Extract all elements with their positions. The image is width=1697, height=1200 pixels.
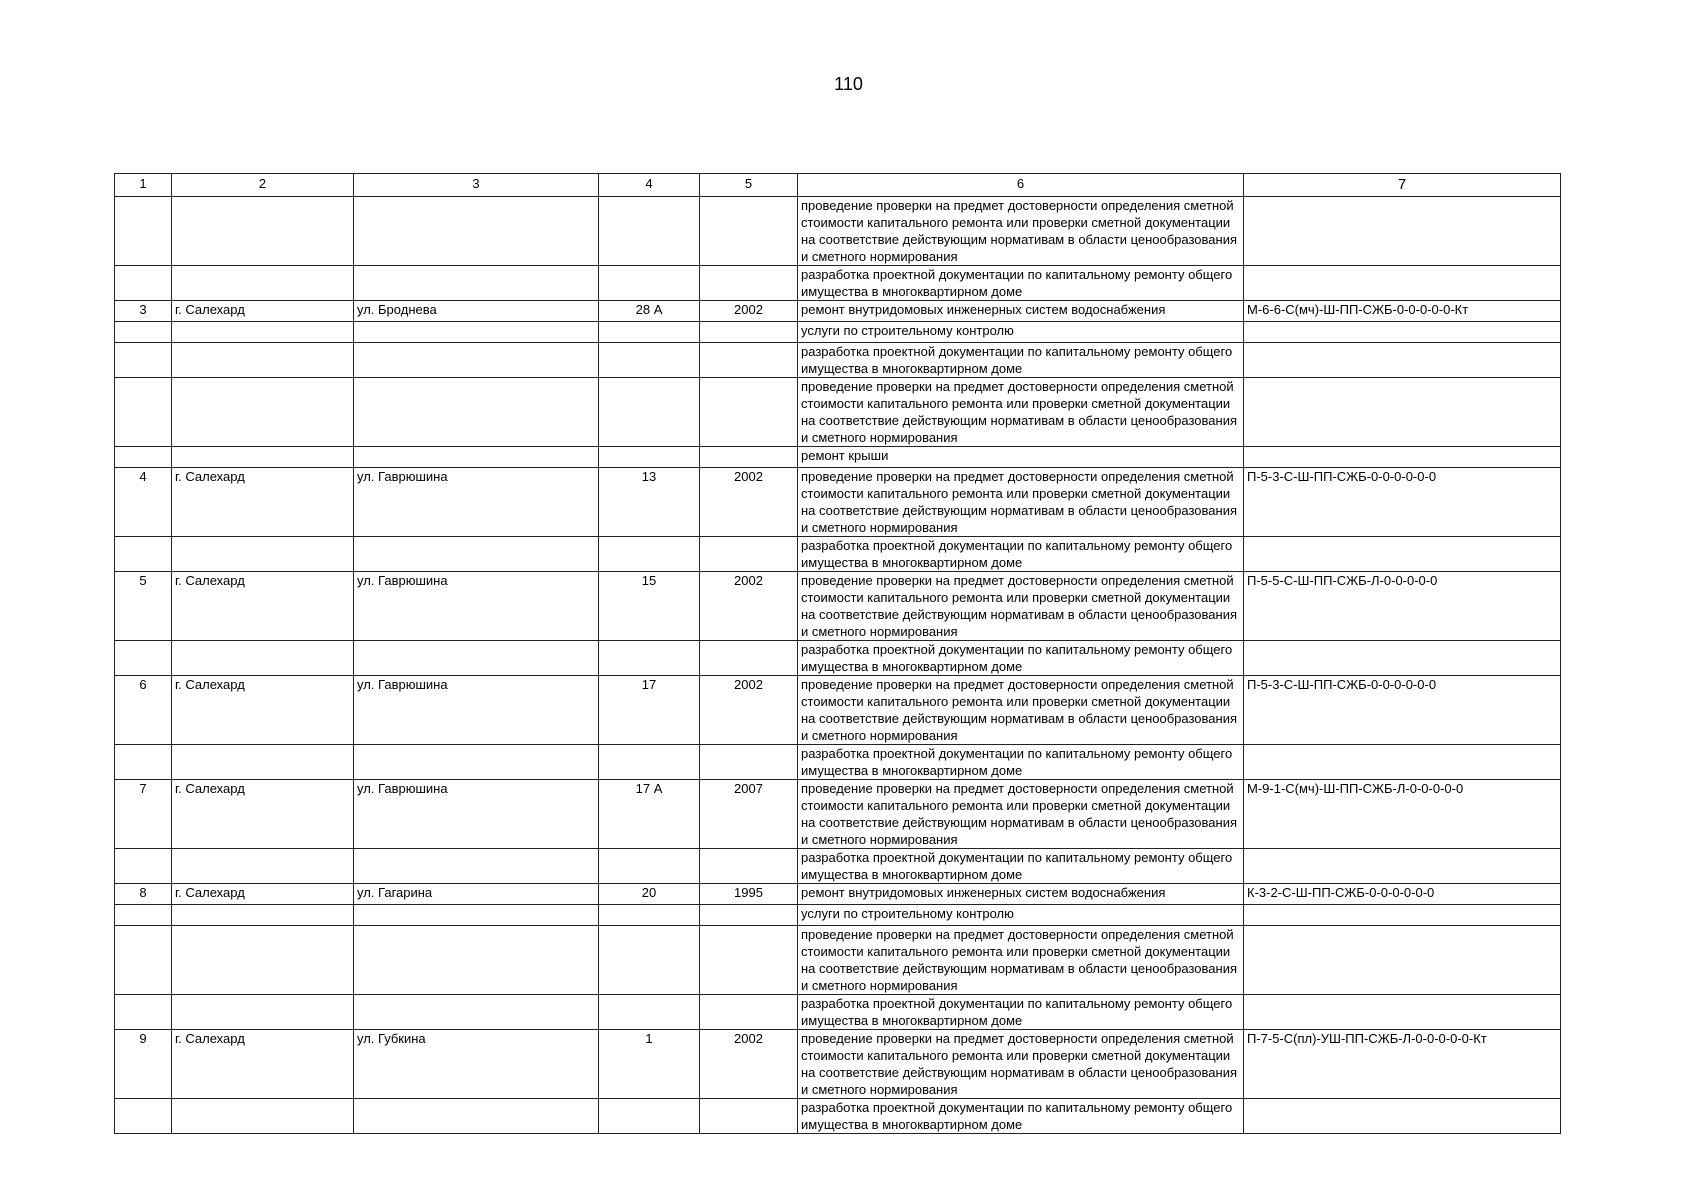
year-cell	[700, 849, 798, 884]
street-cell	[354, 378, 599, 447]
city-cell	[172, 266, 354, 301]
table-row	[115, 995, 1561, 1030]
street-cell: ул. Губкина	[354, 1030, 599, 1099]
table-row	[115, 343, 1561, 378]
year-cell	[700, 447, 798, 468]
table-row	[115, 468, 1561, 537]
house-number-cell	[599, 995, 700, 1030]
street-cell	[354, 447, 599, 468]
city-cell	[172, 537, 354, 572]
street-cell	[354, 641, 599, 676]
year-cell	[700, 343, 798, 378]
city-cell: г. Салехард	[172, 676, 354, 745]
row-number-cell	[115, 1099, 172, 1134]
header-col-3: 3	[354, 174, 599, 197]
city-cell	[172, 447, 354, 468]
building-code-cell	[1244, 197, 1561, 266]
building-code-cell: П-5-3-С-Ш-ПП-СЖБ-0-0-0-0-0-0	[1244, 468, 1561, 537]
year-cell: 2002	[700, 1030, 798, 1099]
table-row	[115, 301, 1561, 322]
row-number-cell	[115, 926, 172, 995]
building-code-cell: М-9-1-С(мч)-Ш-ПП-СЖБ-Л-0-0-0-0-0	[1244, 780, 1561, 849]
house-number-cell: 28 А	[599, 301, 700, 322]
house-number-cell: 17	[599, 676, 700, 745]
work-type-cell: проведение проверки на предмет достоверности определения сметной стоимости капитального ремонта или проверки сметной документации на соответствие действующим нормативам в области ценообразования и сметного нормирования	[798, 197, 1244, 266]
row-number-cell	[115, 322, 172, 343]
city-cell	[172, 1099, 354, 1134]
row-number-cell	[115, 995, 172, 1030]
building-code-cell	[1244, 343, 1561, 378]
year-cell	[700, 322, 798, 343]
house-number-cell	[599, 266, 700, 301]
building-code-cell	[1244, 995, 1561, 1030]
row-number-cell	[115, 641, 172, 676]
table-row	[115, 537, 1561, 572]
row-number-cell	[115, 745, 172, 780]
city-cell: г. Салехард	[172, 780, 354, 849]
house-number-cell	[599, 197, 700, 266]
building-code-cell	[1244, 926, 1561, 995]
house-number-cell	[599, 378, 700, 447]
year-cell: 2002	[700, 301, 798, 322]
city-cell: г. Салехард	[172, 301, 354, 322]
house-number-cell	[599, 537, 700, 572]
row-number-cell	[115, 343, 172, 378]
year-cell	[700, 378, 798, 447]
work-type-cell: проведение проверки на предмет достоверности определения сметной стоимости капитального ремонта или проверки сметной документации на соответствие действующим нормативам в области ценообразования и сметного нормирования	[798, 1030, 1244, 1099]
building-code-cell	[1244, 641, 1561, 676]
street-cell	[354, 537, 599, 572]
street-cell	[354, 197, 599, 266]
building-code-cell	[1244, 745, 1561, 780]
row-number-cell	[115, 537, 172, 572]
row-number-cell	[115, 905, 172, 926]
street-cell: ул. Гаврюшина	[354, 676, 599, 745]
row-number-cell: 4	[115, 468, 172, 537]
city-cell	[172, 995, 354, 1030]
table-row	[115, 905, 1561, 926]
building-code-cell	[1244, 322, 1561, 343]
city-cell: г. Салехард	[172, 572, 354, 641]
house-number-cell	[599, 322, 700, 343]
work-type-cell: разработка проектной документации по капитальному ремонту общего имущества в многоквартирном доме	[798, 849, 1244, 884]
year-cell	[700, 926, 798, 995]
year-cell: 2002	[700, 676, 798, 745]
building-code-cell	[1244, 266, 1561, 301]
house-number-cell: 15	[599, 572, 700, 641]
row-number-cell	[115, 378, 172, 447]
table-row	[115, 676, 1561, 745]
year-cell	[700, 995, 798, 1030]
row-number-cell	[115, 197, 172, 266]
city-cell	[172, 926, 354, 995]
work-type-cell: разработка проектной документации по капитальному ремонту общего имущества в многоквартирном доме	[798, 343, 1244, 378]
header-col-2: 2	[172, 174, 354, 197]
street-cell	[354, 1099, 599, 1134]
table-row	[115, 884, 1561, 905]
building-code-cell: П-5-5-С-Ш-ПП-СЖБ-Л-0-0-0-0-0	[1244, 572, 1561, 641]
table-row	[115, 1099, 1561, 1134]
work-type-cell: проведение проверки на предмет достоверности определения сметной стоимости капитального ремонта или проверки сметной документации на соответствие действующим нормативам в области ценообразования и сметного нормирования	[798, 468, 1244, 537]
city-cell: г. Салехард	[172, 1030, 354, 1099]
work-type-cell: разработка проектной документации по капитальному ремонту общего имущества в многоквартирном доме	[798, 745, 1244, 780]
year-cell	[700, 266, 798, 301]
building-code-cell	[1244, 905, 1561, 926]
table-row	[115, 266, 1561, 301]
table-row	[115, 322, 1561, 343]
table-row	[115, 780, 1561, 849]
street-cell: ул. Гаврюшина	[354, 780, 599, 849]
street-cell: ул. Гаврюшина	[354, 572, 599, 641]
house-number-cell: 13	[599, 468, 700, 537]
row-number-cell: 3	[115, 301, 172, 322]
building-code-cell	[1244, 849, 1561, 884]
building-code-cell	[1244, 447, 1561, 468]
table-body	[115, 197, 1561, 1134]
table-row	[115, 849, 1561, 884]
header-col-5: 5	[700, 174, 798, 197]
street-cell	[354, 849, 599, 884]
row-number-cell: 7	[115, 780, 172, 849]
work-type-cell: разработка проектной документации по капитальному ремонту общего имущества в многоквартирном доме	[798, 537, 1244, 572]
city-cell	[172, 322, 354, 343]
city-cell: г. Салехард	[172, 468, 354, 537]
row-number-cell	[115, 447, 172, 468]
work-type-cell: проведение проверки на предмет достоверности определения сметной стоимости капитального ремонта или проверки сметной документации на соответствие действующим нормативам в области ценообразования и сметного нормирования	[798, 780, 1244, 849]
header-row	[115, 174, 1561, 197]
city-cell: г. Салехард	[172, 884, 354, 905]
header-col-1: 1	[115, 174, 172, 197]
street-cell: ул. Гаврюшина	[354, 468, 599, 537]
city-cell	[172, 849, 354, 884]
row-number-cell: 6	[115, 676, 172, 745]
year-cell: 2002	[700, 468, 798, 537]
year-cell	[700, 197, 798, 266]
row-number-cell: 9	[115, 1030, 172, 1099]
city-cell	[172, 197, 354, 266]
city-cell	[172, 745, 354, 780]
row-number-cell	[115, 266, 172, 301]
year-cell	[700, 641, 798, 676]
work-type-cell: разработка проектной документации по капитальному ремонту общего имущества в многоквартирном доме	[798, 995, 1244, 1030]
street-cell	[354, 905, 599, 926]
city-cell	[172, 905, 354, 926]
building-code-cell: П-7-5-С(пл)-УШ-ПП-СЖБ-Л-0-0-0-0-0-Кт	[1244, 1030, 1561, 1099]
work-type-cell: разработка проектной документации по капитальному ремонту общего имущества в многоквартирном доме	[798, 1099, 1244, 1134]
work-type-cell: ремонт внутридомовых инженерных систем водоснабжения	[798, 884, 1244, 905]
house-number-cell	[599, 745, 700, 780]
row-number-cell	[115, 849, 172, 884]
city-cell	[172, 641, 354, 676]
table-row	[115, 1030, 1561, 1099]
year-cell	[700, 1099, 798, 1134]
street-cell: ул. Гагарина	[354, 884, 599, 905]
work-type-cell: разработка проектной документации по капитальному ремонту общего имущества в многоквартирном доме	[798, 266, 1244, 301]
building-code-cell: К-3-2-С-Ш-ПП-СЖБ-0-0-0-0-0-0	[1244, 884, 1561, 905]
table-row	[115, 197, 1561, 266]
header-col-6: 6	[798, 174, 1244, 197]
building-code-cell	[1244, 1099, 1561, 1134]
year-cell: 2002	[700, 572, 798, 641]
house-number-cell	[599, 1099, 700, 1134]
work-type-cell: проведение проверки на предмет достоверности определения сметной стоимости капитального ремонта или проверки сметной документации на соответствие действующим нормативам в области ценообразования и сметного нормирования	[798, 572, 1244, 641]
year-cell: 1995	[700, 884, 798, 905]
street-cell	[354, 745, 599, 780]
house-number-cell	[599, 849, 700, 884]
table-row	[115, 745, 1561, 780]
city-cell	[172, 343, 354, 378]
work-type-cell: услуги по строительному контролю	[798, 905, 1244, 926]
work-type-cell: ремонт внутридомовых инженерных систем водоснабжения	[798, 301, 1244, 322]
street-cell: ул. Броднева	[354, 301, 599, 322]
capital-repair-table	[114, 173, 1561, 1134]
work-type-cell: услуги по строительному контролю	[798, 322, 1244, 343]
house-number-cell	[599, 343, 700, 378]
house-number-cell: 20	[599, 884, 700, 905]
street-cell	[354, 343, 599, 378]
work-type-cell: проведение проверки на предмет достоверности определения сметной стоимости капитального ремонта или проверки сметной документации на соответствие действующим нормативам в области ценообразования и сметного нормирования	[798, 676, 1244, 745]
year-cell	[700, 745, 798, 780]
street-cell	[354, 266, 599, 301]
table-row	[115, 641, 1561, 676]
table-row	[115, 378, 1561, 447]
header-col-4: 4	[599, 174, 700, 197]
row-number-cell: 5	[115, 572, 172, 641]
work-type-cell: ремонт крыши	[798, 447, 1244, 468]
house-number-cell	[599, 641, 700, 676]
table-row	[115, 447, 1561, 468]
year-cell	[700, 537, 798, 572]
building-code-cell	[1244, 537, 1561, 572]
building-code-cell: П-5-3-С-Ш-ПП-СЖБ-0-0-0-0-0-0	[1244, 676, 1561, 745]
house-number-cell	[599, 905, 700, 926]
year-cell: 2007	[700, 780, 798, 849]
building-code-cell: М-6-6-С(мч)-Ш-ПП-СЖБ-0-0-0-0-0-Кт	[1244, 301, 1561, 322]
house-number-cell: 17 А	[599, 780, 700, 849]
building-code-cell	[1244, 378, 1561, 447]
work-type-cell: проведение проверки на предмет достоверности определения сметной стоимости капитального ремонта или проверки сметной документации на соответствие действующим нормативам в области ценообразования и сметного нормирования	[798, 378, 1244, 447]
page-number: 110	[834, 74, 863, 94]
work-type-cell: проведение проверки на предмет достоверности определения сметной стоимости капитального ремонта или проверки сметной документации на соответствие действующим нормативам в области ценообразования и сметного нормирования	[798, 926, 1244, 995]
table-row	[115, 926, 1561, 995]
street-cell	[354, 995, 599, 1030]
work-type-cell: разработка проектной документации по капитальному ремонту общего имущества в многоквартирном доме	[798, 641, 1244, 676]
city-cell	[172, 378, 354, 447]
header-col-7: 7	[1244, 174, 1561, 197]
street-cell	[354, 926, 599, 995]
street-cell	[354, 322, 599, 343]
house-number-cell	[599, 926, 700, 995]
house-number-cell	[599, 447, 700, 468]
row-number-cell: 8	[115, 884, 172, 905]
year-cell	[700, 905, 798, 926]
house-number-cell: 1	[599, 1030, 700, 1099]
table-row	[115, 572, 1561, 641]
